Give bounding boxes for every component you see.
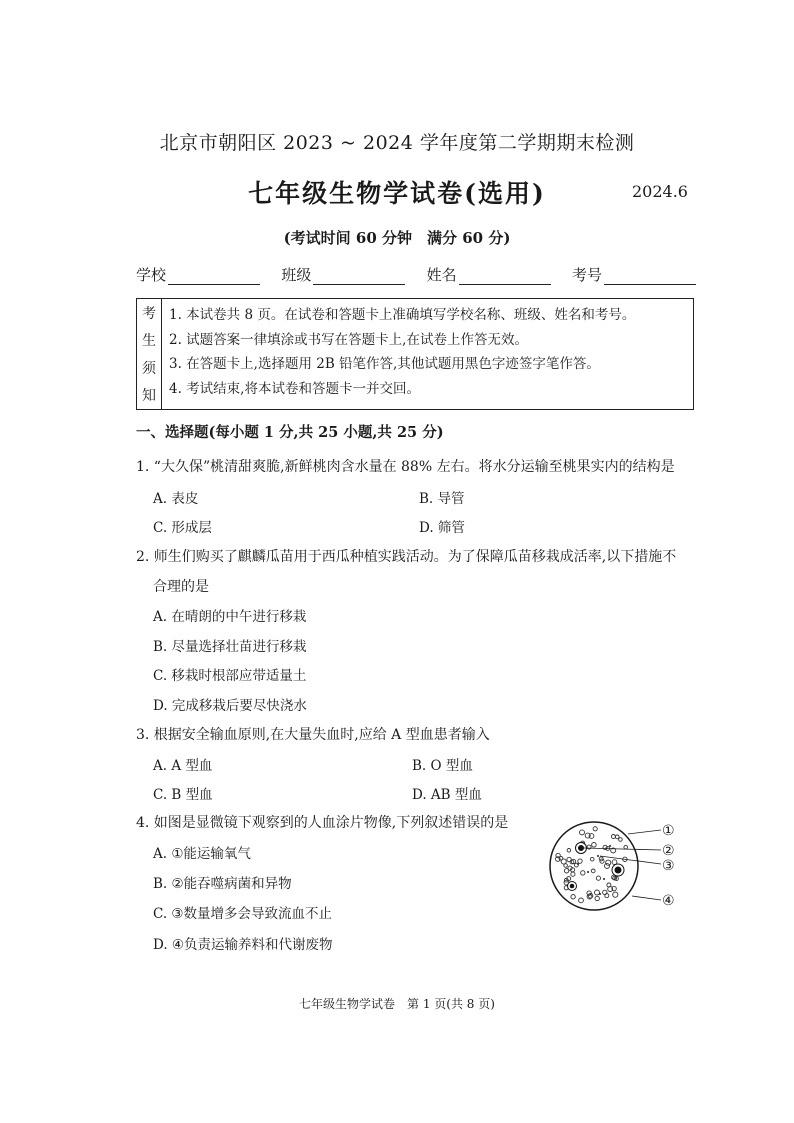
school-label: 学校 xyxy=(136,266,167,284)
class-label: 班级 xyxy=(281,266,312,284)
candidate-notice-box xyxy=(136,298,694,410)
question-4-stem: 4. 如图是显微镜下观察到的人血涂片物像,下列叙述错误的是 xyxy=(136,815,509,831)
exam-date: 2024.6 xyxy=(632,182,688,201)
notice-label-char: 知 xyxy=(142,388,156,405)
question-4-option-c: C. ③数量增多会导致流血不止 xyxy=(153,906,333,922)
class-blank xyxy=(313,266,405,285)
figure-label-3: ③ xyxy=(662,858,675,874)
notice-item: 3. 在答题卡上,选择题用 2B 铅笔作答,其他试题用黑色字迹签字笔作答。 xyxy=(169,356,600,372)
student-info-fields xyxy=(136,264,696,285)
school-blank xyxy=(168,266,260,285)
section-title: 一、选择题(每小题 1 分,共 25 小题,共 25 分) xyxy=(136,424,444,441)
exam-header-title: 北京市朝阳区 2023 ~ 2024 学年度第二学期期末检测 xyxy=(159,132,635,154)
question-2-stem-continued: 合理的是 xyxy=(153,579,209,595)
question-3-option-a: A. A 型血 xyxy=(153,758,213,774)
exam-time-info: (考试时间 60 分钟 满分 60 分) xyxy=(283,229,511,247)
question-1-option-d: D. 筛管 xyxy=(419,520,465,536)
notice-items xyxy=(169,303,689,401)
notice-label-char: 考 xyxy=(142,305,156,322)
exam-paper-title: 七年级生物学试卷(选用) xyxy=(248,179,546,208)
notice-item: 2. 试题答案一律填涂或书写在答题卡上,在试卷上作答无效。 xyxy=(169,331,528,348)
school-field xyxy=(136,264,260,285)
name-field xyxy=(427,264,551,285)
question-3-option-b: B. O 型血 xyxy=(412,758,473,774)
name-blank xyxy=(459,266,551,285)
exam-number-label: 考号 xyxy=(571,266,602,284)
question-1-option-c: C. 形成层 xyxy=(153,520,212,536)
question-2-option-c: C. 移栽时根部应带适量土 xyxy=(153,668,307,684)
question-3-option-c: C. B 型血 xyxy=(153,787,213,803)
question-3-option-d: D. AB 型血 xyxy=(412,787,482,803)
question-2-option-a: A. 在晴朗的中午进行移栽 xyxy=(153,609,307,625)
notice-label-char: 须 xyxy=(142,360,156,377)
question-4-option-a: A. ①能运输氧气 xyxy=(153,846,251,862)
figure-label-2: ② xyxy=(662,843,675,859)
question-1-stem: 1. “大久保”桃清甜爽脆,新鲜桃肉含水量在 88% 左右。将水分运输至桃果实内的结构是 xyxy=(136,459,675,475)
question-4-option-d: D. ④负责运输养料和代谢废物 xyxy=(153,937,333,953)
figure-label-1: ① xyxy=(662,823,675,839)
name-label: 姓名 xyxy=(426,266,457,284)
blood-smear-figure xyxy=(548,816,688,921)
page-footer: 七年级生物学试卷 第 1 页(共 8 页) xyxy=(299,997,495,1011)
question-2-stem: 2. 师生们购买了麒麟瓜苗用于西瓜种植实践活动。为了保障瓜苗移栽成活率,以下措施不 xyxy=(136,549,677,565)
notice-item: 1. 本试卷共 8 页。在试卷和答题卡上准确填写学校名称、班级、姓名和考号。 xyxy=(169,307,636,323)
notice-label xyxy=(137,299,162,409)
class-field xyxy=(281,264,405,285)
question-1-option-b: B. 导管 xyxy=(419,491,465,507)
white-blood-cell-large xyxy=(612,864,624,876)
white-blood-cell-small xyxy=(568,882,577,891)
exam-number-blank xyxy=(604,266,696,285)
question-2-option-b: B. 尽量选择壮苗进行移栽 xyxy=(153,639,307,655)
notice-item: 4. 考试结束,将本试卷和答题卡一并交回。 xyxy=(169,380,420,397)
question-2-option-d: D. 完成移栽后要尽快浇水 xyxy=(153,698,307,714)
question-3-stem: 3. 根据安全输血原则,在大量失血时,应给 A 型血患者输入 xyxy=(136,727,490,743)
figure-label-4: ④ xyxy=(662,893,675,909)
question-4-option-b: B. ②能吞噬病菌和异物 xyxy=(153,876,292,892)
exam-number-field xyxy=(572,264,696,285)
question-1-option-a: A. 表皮 xyxy=(153,491,199,507)
notice-label-char: 生 xyxy=(142,333,156,350)
